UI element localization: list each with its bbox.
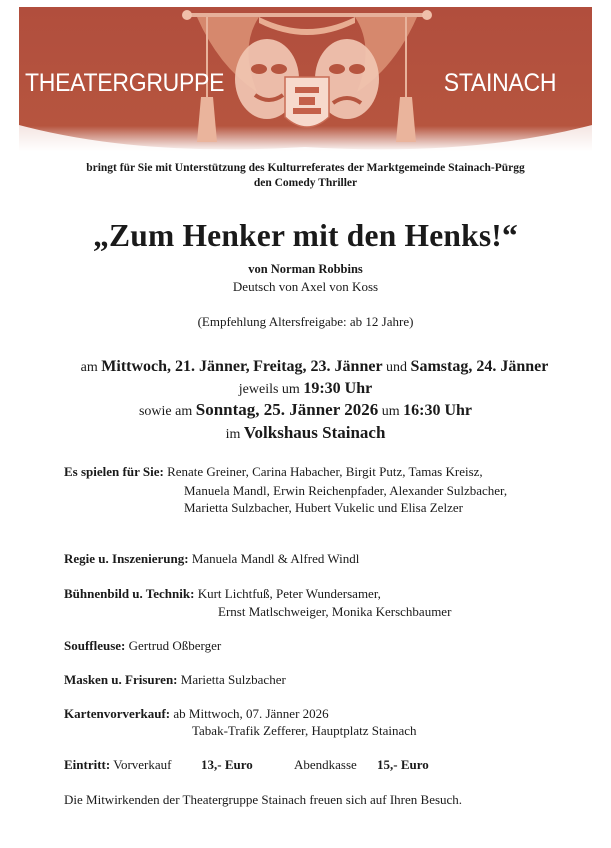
schedule-line-4	[0, 423, 611, 443]
schedule-line-3	[0, 400, 611, 420]
cast-line-2: Manuela Mandl, Erwin Reichenpfader, Alexander Sulzbacher,	[184, 483, 508, 498]
karten-value-2: Tabak-Trafik Zefferer, Hauptplatz Stainach	[192, 723, 417, 738]
schedule-sowie: sowie am	[138, 404, 193, 419]
regie-label: Regie u. Inszenierung:	[64, 551, 189, 566]
boxoffice-label: Abendkasse	[294, 757, 357, 772]
banner-right-text: STAINACH	[443, 69, 556, 97]
date-friday: Freitag, 23. Jänner	[253, 358, 383, 375]
karten-row	[64, 706, 329, 722]
closing-line: Die Mitwirkenden der Theatergruppe Stainach freuen sich auf Ihren Besuch.	[64, 792, 463, 807]
time-afternoon: 16:30 Uhr	[403, 402, 472, 419]
banner-left-text: THEATERGRUPPE	[25, 69, 225, 97]
buehne-value-2: Ernst Matlschweiger, Monika Kerschbaumer	[218, 604, 452, 619]
schedule-am: am	[80, 360, 98, 375]
presale-label: Vorverkauf	[113, 757, 172, 772]
date-saturday: Samstag, 24. Jänner	[410, 358, 549, 375]
cast-label: Es spielen für Sie:	[64, 464, 164, 479]
masken-row	[64, 672, 286, 688]
date-sunday: Sonntag, 25. Jänner 2026	[195, 400, 379, 419]
masken-label: Masken u. Frisuren:	[64, 672, 178, 687]
date-wednesday: Mittwoch, 21. Jänner,	[101, 358, 250, 375]
cast-line-3: Marietta Sulzbacher, Hubert Vukelic und Elisa Zelzer	[184, 500, 463, 515]
souffleuse-value: Gertrud Oßberger	[128, 638, 222, 653]
schedule-im: im	[225, 427, 241, 442]
boxoffice-price: 15,- Euro	[377, 757, 429, 772]
souffleuse-label: Souffleuse:	[64, 638, 126, 653]
cast-line-1: Renate Greiner, Carina Habacher, Birgit Putz, Tamas Kreisz,	[167, 464, 483, 479]
schedule-und: und	[386, 360, 408, 375]
play-title: „Zum Henker mit den Henks!“	[93, 218, 518, 253]
play-author: von Norman Robbins	[248, 262, 363, 276]
venue: Volkshaus Stainach	[243, 423, 386, 442]
presale-price: 13,- Euro	[201, 757, 253, 772]
masken-value: Marietta Sulzbacher	[180, 672, 286, 687]
cast-row	[64, 464, 483, 480]
intro-line-1: bringt für Sie mit Unterstützung des Kulturreferates der Marktgemeinde Stainach-Pürgg	[86, 162, 525, 174]
intro-line-2: den Comedy Thriller	[253, 177, 358, 189]
buehne-label: Bühnenbild u. Technik:	[64, 586, 195, 601]
schedule-line-1	[0, 358, 611, 376]
schedule-jeweils: jeweils um	[238, 382, 300, 397]
header-banner	[19, 7, 592, 152]
karten-label: Kartenvorverkauf:	[64, 706, 171, 721]
souffleuse-row	[64, 638, 221, 654]
buehne-value-1: Kurt Lichtfuß, Peter Wundersamer,	[197, 586, 381, 601]
regie-row	[64, 551, 359, 567]
eintritt-row	[64, 757, 171, 773]
age-recommendation: (Empfehlung Altersfreigabe: ab 12 Jahre)	[197, 314, 414, 329]
eintritt-label: Eintritt:	[64, 757, 111, 772]
buehne-row	[64, 586, 381, 602]
play-translation: Deutsch von Axel von Koss	[232, 279, 379, 294]
schedule-um: um	[381, 404, 400, 419]
schedule-line-2	[0, 380, 611, 398]
time-evening: 19:30 Uhr	[303, 380, 373, 397]
regie-value: Manuela Mandl & Alfred Windl	[191, 551, 360, 566]
karten-value-1: ab Mittwoch, 07. Jänner 2026	[173, 706, 329, 721]
